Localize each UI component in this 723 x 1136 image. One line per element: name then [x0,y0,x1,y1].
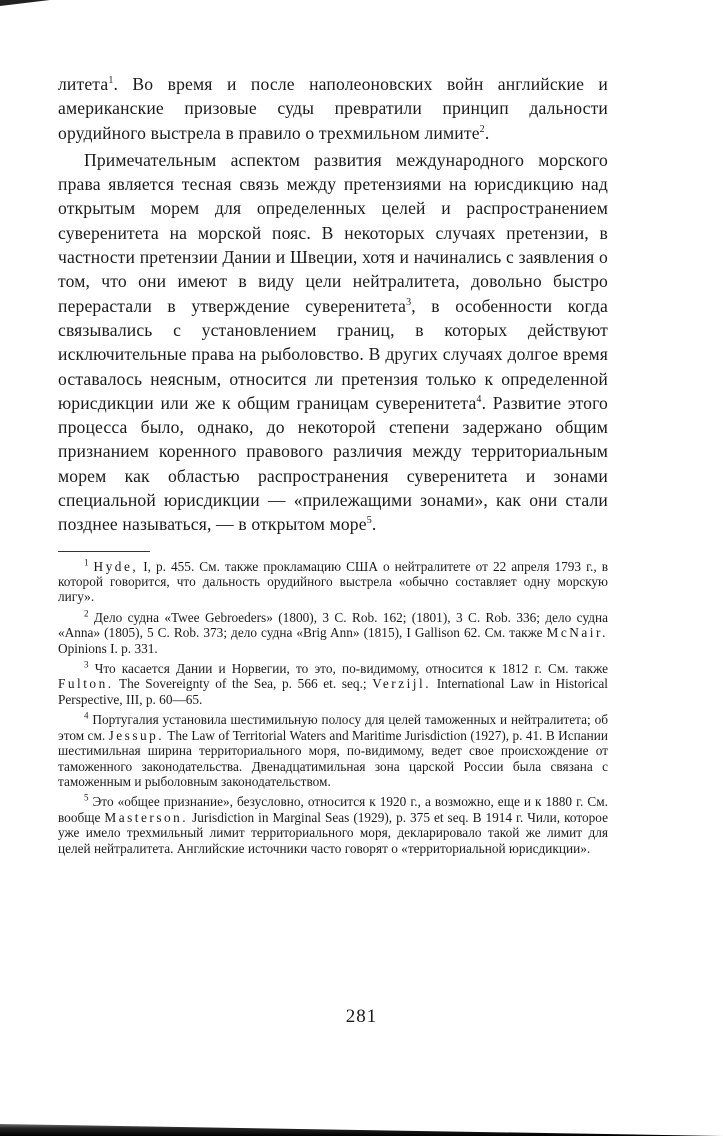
text-run: . [484,122,490,143]
text-run: Примечательным аспектом развития международного морского права является тесная связь между претензиями на юрисдикцию над открытым морем для определенных целей и распространением суверенитета на морской пояс. В некоторых случаях претензии, в частности претензии Дании и Швеции, хотя и начинались с заявления о том, что они имеют в виду цели нейтралитета, довольно быстро перерастали в утверждение суверенитета [58,149,608,316]
footnote-number: 4 [84,710,89,721]
scan-edge-mark [0,0,50,6]
author-name: McNair. [546,625,608,641]
footnote-divider [58,551,150,552]
footnote-5 [58,794,608,856]
footnote-ref-2: 2 [479,123,485,135]
footnote-ref-4: 4 [476,394,482,405]
footnote-number: 3 [84,659,89,670]
footnote-ref-3: 3 [406,296,412,308]
page-number: 281 [345,1006,378,1027]
text-run: литета [58,74,109,94]
footnote-text: I, p. 455. См. также прокламацию США о нейтралитете от 22 апреля 1793 г., в которой говорится, что дальность орудийного выстрела «обычно составляет одну морскую лигу». [58,558,609,605]
footnote-text: The Sovereignty of the Sea, p. 566 et. seq.; [113,676,373,692]
author-name: Hyde, [93,558,139,574]
main-text [58,72,608,537]
footnote-1 [58,559,608,605]
paragraph-1 [58,72,608,145]
footnote-text: Что касается Дании и Норвегии, то это, по-видимому, относится к 1812 г. См. также [94,661,608,677]
text-run: . Развитие этого процесса было, однако, до некоторой степени задержано общим признанием коренного правового различия между территориальным морем как областью распространения суверенитета и зонами специальной юрисдикции — «прилежащими зонами», как они стали позднее называться, — в открытом море [58,392,609,535]
text-run: . [371,514,377,535]
footnote-text: The Law of Territorial Waters and Maritime Jurisdiction (1927), p. 41. В Испании шестимильная ширина территориального моря, по-видимому, ведет свое происхождение от таможенного законодательства. Двенадцатимильная зона царской России была связана с таможенным и рыболовным законодательством. [58,727,608,789]
book-page [58,72,608,861]
footnotes [58,559,608,856]
footnote-text: Jurisdiction in Marginal Seas (1929), p. 375 et seq. В 1914 г. Чили, которое уже имело трехмильный лимит территориального моря, декларировало такой же лимит для целей нейтралитета. Английские источники часто говорят о «территориальной юрисдикции». [58,809,609,856]
footnote-number: 5 [84,792,89,803]
footnote-ref-5: 5 [366,515,372,527]
footnote-4 [58,712,608,789]
paragraph-2 [58,148,608,537]
scan-shadow [0,1116,723,1136]
footnote-text: International Law in Historical Perspective, III, p. 60—65. [58,676,608,707]
author-name: Masterson. [104,809,189,825]
footnote-text: Дело судна «Twee Gebroeders» (1800), 3 С. Rob. 162; (1801), 3 С. Rob. 336; дело судна «Anna» (1805), 5 С. Rob. 373; дело судна «Brig Ann» (1815), I Gallison 62. См. также [58,609,609,641]
text-run: , в особенности когда связывались с установлением границ, в которых действуют исключительные права на рыболовство. В других случаях долгое время оставалось неясным, относится ли претензия только к определенной юрисдикции или же к общим границам суверенитета [58,295,608,413]
footnote-text: Португалия установила шестимильную полосу для целей таможенных и нейтралитета; об этом см. [58,712,608,743]
footnote-3 [58,661,608,707]
footnote-ref-1: 1 [108,75,114,87]
text-run: . Во время и после наполеоновских войн английские и американские призовые суды превратили принцип дальности орудийного выстрела в правило о трехмильном лимите [58,74,608,143]
footnote-text: Opinions I. p. 331. [58,640,158,656]
author-name: Fulton. [58,676,114,692]
footnote-text: Это «общее признание», безусловно, относится к 1920 г., а возможно, еще и к 1880 г. См. вообще [58,794,608,825]
author-name: Verzijl. [372,676,432,692]
footnote-number: 2 [84,608,89,619]
footnote-number: 1 [84,557,89,568]
footnote-2 [58,610,608,656]
author-name: Jessup. [108,727,165,743]
